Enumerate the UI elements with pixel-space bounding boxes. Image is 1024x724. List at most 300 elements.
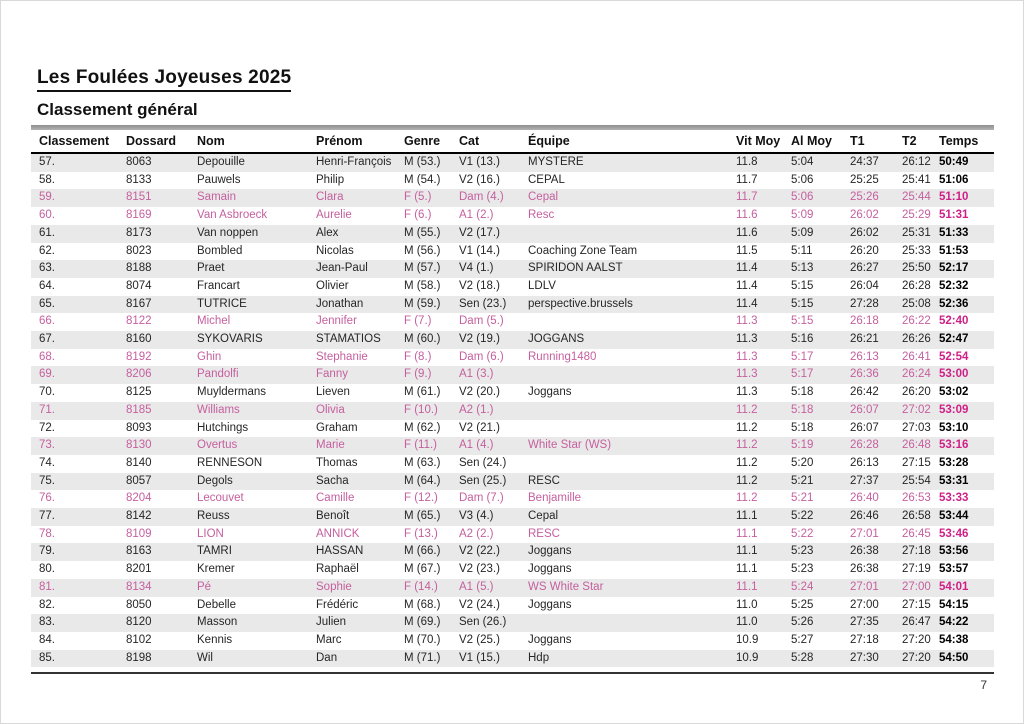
cell-equipe: WS White Star xyxy=(520,579,728,597)
cell-cat: V2 (23.) xyxy=(459,563,500,576)
cell-genre: F (12.) xyxy=(404,492,438,505)
cell-t2: 25:31 xyxy=(894,225,931,243)
cell-nom: Samain xyxy=(189,189,308,207)
cell-al_moy: 5:18 xyxy=(791,421,814,434)
cell-rank: 83. xyxy=(31,614,118,632)
cell-t2: 26:47 xyxy=(894,614,931,632)
cell-rank: 82. xyxy=(39,598,55,611)
cell-prenom: Stephanie xyxy=(316,350,368,363)
cell-rank: 64. xyxy=(39,279,55,292)
cell-rank: 74. xyxy=(39,456,55,469)
cell-t2: 27:15 xyxy=(902,598,931,611)
cell-al_moy: 5:19 xyxy=(783,437,842,455)
cell-al_moy: 5:24 xyxy=(783,579,842,597)
cell-prenom: Jennifer xyxy=(316,315,357,328)
cell-genre: F (6.) xyxy=(404,209,432,222)
cell-prenom: Sophie xyxy=(308,579,396,597)
cell-equipe: Running1480 xyxy=(528,350,597,363)
cell-nom: TAMRI xyxy=(189,543,308,561)
cell-t1: 26:38 xyxy=(850,563,879,576)
cell-temps: 51:53 xyxy=(939,244,969,257)
cell-t2: 26:12 xyxy=(894,153,931,172)
cell-rank: 58. xyxy=(39,173,55,186)
cell-t1: 26:38 xyxy=(842,543,894,561)
cell-rank: 65. xyxy=(31,296,118,314)
cell-prenom: ANNICK xyxy=(316,527,360,540)
cell-genre: M (55.) xyxy=(396,225,451,243)
cell-cat: V2 (18.) xyxy=(459,279,500,292)
cell-cat: A2 (2.) xyxy=(459,527,494,540)
cell-prenom: Marc xyxy=(316,633,342,646)
cell-temps: 52:32 xyxy=(939,279,969,292)
col-header-rank: Classement xyxy=(31,132,118,153)
cell-prenom: Julien xyxy=(308,614,396,632)
cell-equipe: Joggans xyxy=(528,386,572,399)
cell-temps: 53:16 xyxy=(931,437,994,455)
cell-t2: 26:58 xyxy=(894,508,931,526)
cell-genre: M (60.) xyxy=(396,331,451,349)
cell-equipe: Benjamille xyxy=(528,492,582,505)
cell-t2: 26:20 xyxy=(902,386,931,399)
cell-rank: 61. xyxy=(31,225,118,243)
cell-genre: F (10.) xyxy=(396,402,451,420)
cell-nom: TUTRICE xyxy=(189,296,308,314)
cell-temps: 53:02 xyxy=(939,386,969,399)
col-header-nom: Nom xyxy=(189,132,308,153)
cell-nom: SYKOVARIS xyxy=(189,331,308,349)
cell-equipe: Joggans xyxy=(528,633,572,646)
cell-vit_moy: 10.9 xyxy=(736,633,759,646)
col-header-dossard: Dossard xyxy=(118,132,189,153)
cell-dossard: 8198 xyxy=(118,650,189,668)
col-header-equipe: Équipe xyxy=(520,132,728,153)
table-row xyxy=(31,243,994,261)
cell-t1: 26:07 xyxy=(850,421,879,434)
cell-dossard: 8160 xyxy=(118,331,189,349)
cell-rank: 63. xyxy=(31,260,118,278)
cell-t2: 26:45 xyxy=(902,527,931,540)
cell-rank: 71. xyxy=(31,402,118,420)
cell-genre: M (62.) xyxy=(404,421,441,434)
cell-t2: 25:29 xyxy=(902,209,931,222)
cell-t1: 25:26 xyxy=(842,189,894,207)
cell-nom: Muyldermans xyxy=(197,386,267,399)
cell-t2: 26:48 xyxy=(894,437,931,455)
cell-temps: 54:38 xyxy=(939,633,969,646)
table-row xyxy=(31,561,994,579)
cell-vit_moy: 11.1 xyxy=(728,579,783,597)
table-row xyxy=(31,172,994,190)
cell-vit_moy: 11.2 xyxy=(736,421,758,434)
cell-temps: 52:17 xyxy=(931,260,994,278)
cell-rank: 70. xyxy=(39,386,55,399)
cell-prenom: Sacha xyxy=(308,473,396,491)
table-row xyxy=(31,384,994,402)
cell-cat: V1 (14.) xyxy=(459,244,500,257)
cell-cat: A2 (1.) xyxy=(451,402,520,420)
cell-vit_moy: 11.8 xyxy=(728,153,783,172)
cell-prenom: Benoît xyxy=(308,508,396,526)
cell-vit_moy: 10.9 xyxy=(728,650,783,668)
cell-t2: 27:03 xyxy=(902,421,931,434)
table-row xyxy=(31,331,994,349)
cell-temps: 53:10 xyxy=(939,421,969,434)
cell-genre: M (68.) xyxy=(404,598,441,611)
cell-al_moy: 5:15 xyxy=(791,315,814,328)
cell-genre: F (8.) xyxy=(404,350,432,363)
cell-cat: V2 (17.) xyxy=(451,225,520,243)
cell-vit_moy: 11.4 xyxy=(728,260,783,278)
cell-genre: M (67.) xyxy=(404,563,441,576)
cell-rank: 85. xyxy=(31,650,118,668)
cell-dossard: 8188 xyxy=(118,260,189,278)
cell-cat: Sen (23.) xyxy=(451,296,520,314)
cell-temps: 54:01 xyxy=(931,579,994,597)
cell-nom: Van Asbroeck xyxy=(197,209,268,222)
cell-dossard: 8063 xyxy=(118,153,189,172)
cell-t1: 26:36 xyxy=(842,366,894,384)
cell-cat: Sen (24.) xyxy=(459,456,507,469)
cell-t1: 26:13 xyxy=(850,456,879,469)
cell-rank: 77. xyxy=(31,508,118,526)
cell-t2: 25:08 xyxy=(894,296,931,314)
col-header-temps: Temps xyxy=(931,132,994,153)
cell-temps: 53:00 xyxy=(931,366,994,384)
cell-nom: Pandolfi xyxy=(189,366,308,384)
cell-cat: V2 (22.) xyxy=(451,543,520,561)
page-number: 7 xyxy=(980,678,987,692)
cell-prenom: Jean-Paul xyxy=(308,260,396,278)
cell-vit_moy: 11.7 xyxy=(728,189,783,207)
cell-al_moy: 5:25 xyxy=(791,598,814,611)
cell-temps: 54:15 xyxy=(939,598,969,611)
cell-dossard: 8140 xyxy=(126,456,152,469)
cell-genre: M (66.) xyxy=(396,543,451,561)
cell-dossard: 8074 xyxy=(126,279,152,292)
cell-dossard: 8169 xyxy=(126,209,152,222)
cell-t1: 26:18 xyxy=(850,315,879,328)
table-row xyxy=(31,402,994,420)
cell-t2: 25:44 xyxy=(894,189,931,207)
cell-dossard: 8206 xyxy=(118,366,189,384)
cell-t1: 26:02 xyxy=(850,209,879,222)
cell-t1: 26:07 xyxy=(842,402,894,420)
cell-genre: F (11.) xyxy=(396,437,451,455)
cell-rank: 59. xyxy=(31,189,118,207)
col-header-prenom: Prénom xyxy=(308,132,396,153)
cell-temps: 52:40 xyxy=(939,315,969,328)
cell-rank: 60. xyxy=(39,209,55,222)
cell-t1: 26:21 xyxy=(842,331,894,349)
cell-rank: 76. xyxy=(39,492,55,505)
cell-t1: 27:35 xyxy=(842,614,894,632)
cell-rank: 81. xyxy=(31,579,118,597)
cell-al_moy: 5:04 xyxy=(783,153,842,172)
cell-equipe: perspective.brussels xyxy=(520,296,728,314)
cell-vit_moy: 11.3 xyxy=(736,350,758,363)
cell-nom: Reuss xyxy=(189,508,308,526)
cell-genre: F (5.) xyxy=(396,189,451,207)
cell-t2: 25:41 xyxy=(902,173,931,186)
cell-t2: 27:18 xyxy=(894,543,931,561)
cell-dossard: 8185 xyxy=(118,402,189,420)
cell-genre: M (64.) xyxy=(396,473,451,491)
cell-genre: M (70.) xyxy=(404,633,441,646)
cell-t1: 26:02 xyxy=(842,225,894,243)
cell-cat: Dam (5.) xyxy=(459,315,504,328)
cell-prenom: Olivia xyxy=(308,402,396,420)
cell-temps: 53:46 xyxy=(939,527,969,540)
cell-equipe: JOGGANS xyxy=(520,331,728,349)
cell-t1: 27:01 xyxy=(842,579,894,597)
cell-cat: Dam (6.) xyxy=(459,350,504,363)
cell-nom: Pauwels xyxy=(197,173,241,186)
cell-t2: 26:26 xyxy=(894,331,931,349)
table-row xyxy=(31,508,994,526)
cell-vit_moy: 11.2 xyxy=(728,437,783,455)
cell-equipe xyxy=(520,313,728,331)
cell-t1: 26:46 xyxy=(842,508,894,526)
cell-t2: 26:28 xyxy=(902,279,931,292)
cell-equipe: SPIRIDON AALST xyxy=(520,260,728,278)
cell-al_moy: 5:18 xyxy=(791,386,814,399)
cell-al_moy: 5:11 xyxy=(791,244,813,257)
cell-vit_moy: 11.1 xyxy=(736,527,758,540)
cell-al_moy: 5:06 xyxy=(791,173,814,186)
cell-rank: 69. xyxy=(31,366,118,384)
cell-equipe xyxy=(520,614,728,632)
cell-al_moy: 5:23 xyxy=(791,563,814,576)
cell-genre: M (53.) xyxy=(396,153,451,172)
table-row xyxy=(31,579,994,597)
table-row xyxy=(31,420,994,438)
cell-cat: V4 (1.) xyxy=(451,260,520,278)
cell-equipe: Cepal xyxy=(520,189,728,207)
cell-prenom: Lieven xyxy=(316,386,350,399)
cell-temps: 52:47 xyxy=(931,331,994,349)
cell-t2: 25:50 xyxy=(894,260,931,278)
cell-vit_moy: 11.2 xyxy=(736,492,758,505)
cell-t1: 26:40 xyxy=(850,492,879,505)
cell-equipe: Coaching Zone Team xyxy=(528,244,638,257)
cell-vit_moy: 11.3 xyxy=(736,386,758,399)
cell-equipe: Cepal xyxy=(520,508,728,526)
cell-cat: V2 (25.) xyxy=(459,633,500,646)
cell-cat: A1 (5.) xyxy=(451,579,520,597)
cell-cat: Sen (26.) xyxy=(451,614,520,632)
cell-al_moy: 5:15 xyxy=(791,279,814,292)
cell-al_moy: 5:09 xyxy=(791,209,814,222)
cell-prenom: Henri-François xyxy=(308,153,396,172)
cell-equipe: Hdp xyxy=(520,650,728,668)
results-table xyxy=(31,132,994,667)
cell-t1: 26:42 xyxy=(850,386,879,399)
cell-al_moy: 5:20 xyxy=(791,456,814,469)
cell-prenom: STAMATIOS xyxy=(308,331,396,349)
cell-vit_moy: 11.5 xyxy=(736,244,758,257)
cell-temps: 52:54 xyxy=(939,350,969,363)
cell-t1: 26:13 xyxy=(850,350,879,363)
cell-nom: Hutchings xyxy=(197,421,249,434)
cell-nom: Depouille xyxy=(189,153,308,172)
cell-nom: Kennis xyxy=(197,633,233,646)
cell-rank: 80. xyxy=(39,563,55,576)
table-row xyxy=(31,207,994,225)
cell-vit_moy: 11.0 xyxy=(728,614,783,632)
cell-vit_moy: 11.3 xyxy=(736,315,758,328)
cell-al_moy: 5:09 xyxy=(783,225,842,243)
cell-prenom: Dan xyxy=(308,650,396,668)
cell-cat: A1 (2.) xyxy=(459,209,494,222)
cell-nom: Van noppen xyxy=(189,225,308,243)
cell-vit_moy: 11.0 xyxy=(736,598,758,611)
cell-cat: V2 (21.) xyxy=(459,421,500,434)
table-row xyxy=(31,189,994,207)
table-row xyxy=(31,526,994,544)
cell-rank: 84. xyxy=(39,633,55,646)
cell-al_moy: 5:16 xyxy=(783,331,842,349)
cell-cat: Dam (7.) xyxy=(459,492,504,505)
cell-prenom: Marie xyxy=(308,437,396,455)
table-row xyxy=(31,366,994,384)
col-header-t2: T2 xyxy=(894,132,931,153)
cell-temps: 50:49 xyxy=(931,153,994,172)
table-row xyxy=(31,455,994,473)
col-header-vit_moy: Vit Moy xyxy=(728,132,783,153)
cell-dossard: 8163 xyxy=(118,543,189,561)
cell-genre: M (57.) xyxy=(396,260,451,278)
cell-prenom: Clara xyxy=(308,189,396,207)
cell-genre: M (58.) xyxy=(404,279,441,292)
cell-t1: 27:37 xyxy=(842,473,894,491)
cell-rank: 57. xyxy=(31,153,118,172)
cell-temps: 54:22 xyxy=(931,614,994,632)
cell-temps: 53:31 xyxy=(931,473,994,491)
cell-cat: A1 (3.) xyxy=(451,366,520,384)
cell-cat: V2 (20.) xyxy=(459,386,500,399)
cell-cat: Sen (25.) xyxy=(451,473,520,491)
cell-nom: LION xyxy=(197,527,224,540)
cell-t2: 26:53 xyxy=(902,492,931,505)
cell-al_moy: 5:27 xyxy=(791,633,814,646)
table-row xyxy=(31,313,994,331)
cell-dossard: 8192 xyxy=(126,350,152,363)
cell-nom: Ghin xyxy=(197,350,222,363)
cell-dossard: 8133 xyxy=(126,173,152,186)
cell-equipe: White Star (WS) xyxy=(520,437,728,455)
cell-genre: M (54.) xyxy=(404,173,441,186)
cell-prenom: Frédéric xyxy=(316,598,359,611)
cell-dossard: 8120 xyxy=(118,614,189,632)
cell-equipe xyxy=(520,225,728,243)
cell-temps: 53:09 xyxy=(931,402,994,420)
cell-al_moy: 5:22 xyxy=(791,527,814,540)
cell-al_moy: 5:21 xyxy=(783,473,842,491)
cell-t2: 27:02 xyxy=(894,402,931,420)
cell-dossard: 8201 xyxy=(126,563,152,576)
cell-equipe: LDLV xyxy=(528,279,556,292)
cell-equipe: Joggans xyxy=(528,563,572,576)
cell-equipe: Resc xyxy=(528,209,555,222)
cell-al_moy: 5:06 xyxy=(783,189,842,207)
cell-cat: V1 (15.) xyxy=(451,650,520,668)
cell-prenom: Aurelie xyxy=(316,209,352,222)
table-row xyxy=(31,278,994,296)
table-header-row xyxy=(31,132,994,153)
cell-temps: 52:36 xyxy=(931,296,994,314)
cell-equipe: CEPAL xyxy=(528,173,565,186)
cell-genre: M (69.) xyxy=(396,614,451,632)
cell-nom: Kremer xyxy=(197,563,235,576)
cell-equipe: Joggans xyxy=(520,543,728,561)
cell-temps: 53:44 xyxy=(931,508,994,526)
cell-al_moy: 5:23 xyxy=(783,543,842,561)
table-row xyxy=(31,614,994,632)
cell-nom: Francart xyxy=(197,279,240,292)
cell-equipe xyxy=(520,366,728,384)
page-subtitle: Classement général xyxy=(37,100,198,119)
cell-nom: RENNESON xyxy=(197,456,263,469)
cell-temps: 51:33 xyxy=(931,225,994,243)
cell-temps: 53:57 xyxy=(939,563,969,576)
cell-t1: 27:30 xyxy=(842,650,894,668)
cell-equipe xyxy=(520,455,728,473)
cell-dossard: 8134 xyxy=(118,579,189,597)
cell-al_moy: 5:17 xyxy=(791,350,814,363)
cell-prenom: Philip xyxy=(316,173,345,186)
cell-t1: 24:37 xyxy=(842,153,894,172)
cell-nom: Masson xyxy=(189,614,308,632)
table-row xyxy=(31,349,994,367)
cell-prenom: Nicolas xyxy=(316,244,354,257)
cell-equipe xyxy=(520,402,728,420)
cell-genre: F (13.) xyxy=(404,527,438,540)
cell-dossard: 8167 xyxy=(118,296,189,314)
cell-prenom: Graham xyxy=(316,421,358,434)
footer-divider xyxy=(31,672,994,674)
cell-dossard: 8142 xyxy=(118,508,189,526)
cell-temps: 54:50 xyxy=(931,650,994,668)
cell-cat: V3 (4.) xyxy=(451,508,520,526)
cell-nom: Praet xyxy=(189,260,308,278)
cell-t2: 25:33 xyxy=(902,244,931,257)
cell-equipe: RESC xyxy=(528,527,560,540)
cell-rank: 78. xyxy=(39,527,55,540)
cell-vit_moy: 11.2 xyxy=(728,473,783,491)
cell-al_moy: 5:15 xyxy=(783,296,842,314)
cell-rank: 72. xyxy=(39,421,55,434)
cell-al_moy: 5:28 xyxy=(783,650,842,668)
cell-temps: 51:31 xyxy=(939,209,969,222)
cell-t1: 27:28 xyxy=(842,296,894,314)
table-row xyxy=(31,296,994,314)
cell-nom: Michel xyxy=(197,315,231,328)
cell-dossard: 8125 xyxy=(126,386,152,399)
cell-dossard: 8204 xyxy=(126,492,152,505)
cell-temps: 53:56 xyxy=(931,543,994,561)
cell-vit_moy: 11.6 xyxy=(728,225,783,243)
cell-nom: Overtus xyxy=(189,437,308,455)
cell-equipe: Joggans xyxy=(528,598,572,611)
cell-vit_moy: 11.4 xyxy=(728,296,783,314)
cell-equipe: RESC xyxy=(520,473,728,491)
cell-t1: 27:00 xyxy=(850,598,879,611)
table-row xyxy=(31,225,994,243)
cell-t1: 26:20 xyxy=(850,244,879,257)
cell-cat: V2 (24.) xyxy=(459,598,500,611)
cell-prenom: Alex xyxy=(308,225,396,243)
table-header xyxy=(31,132,994,153)
